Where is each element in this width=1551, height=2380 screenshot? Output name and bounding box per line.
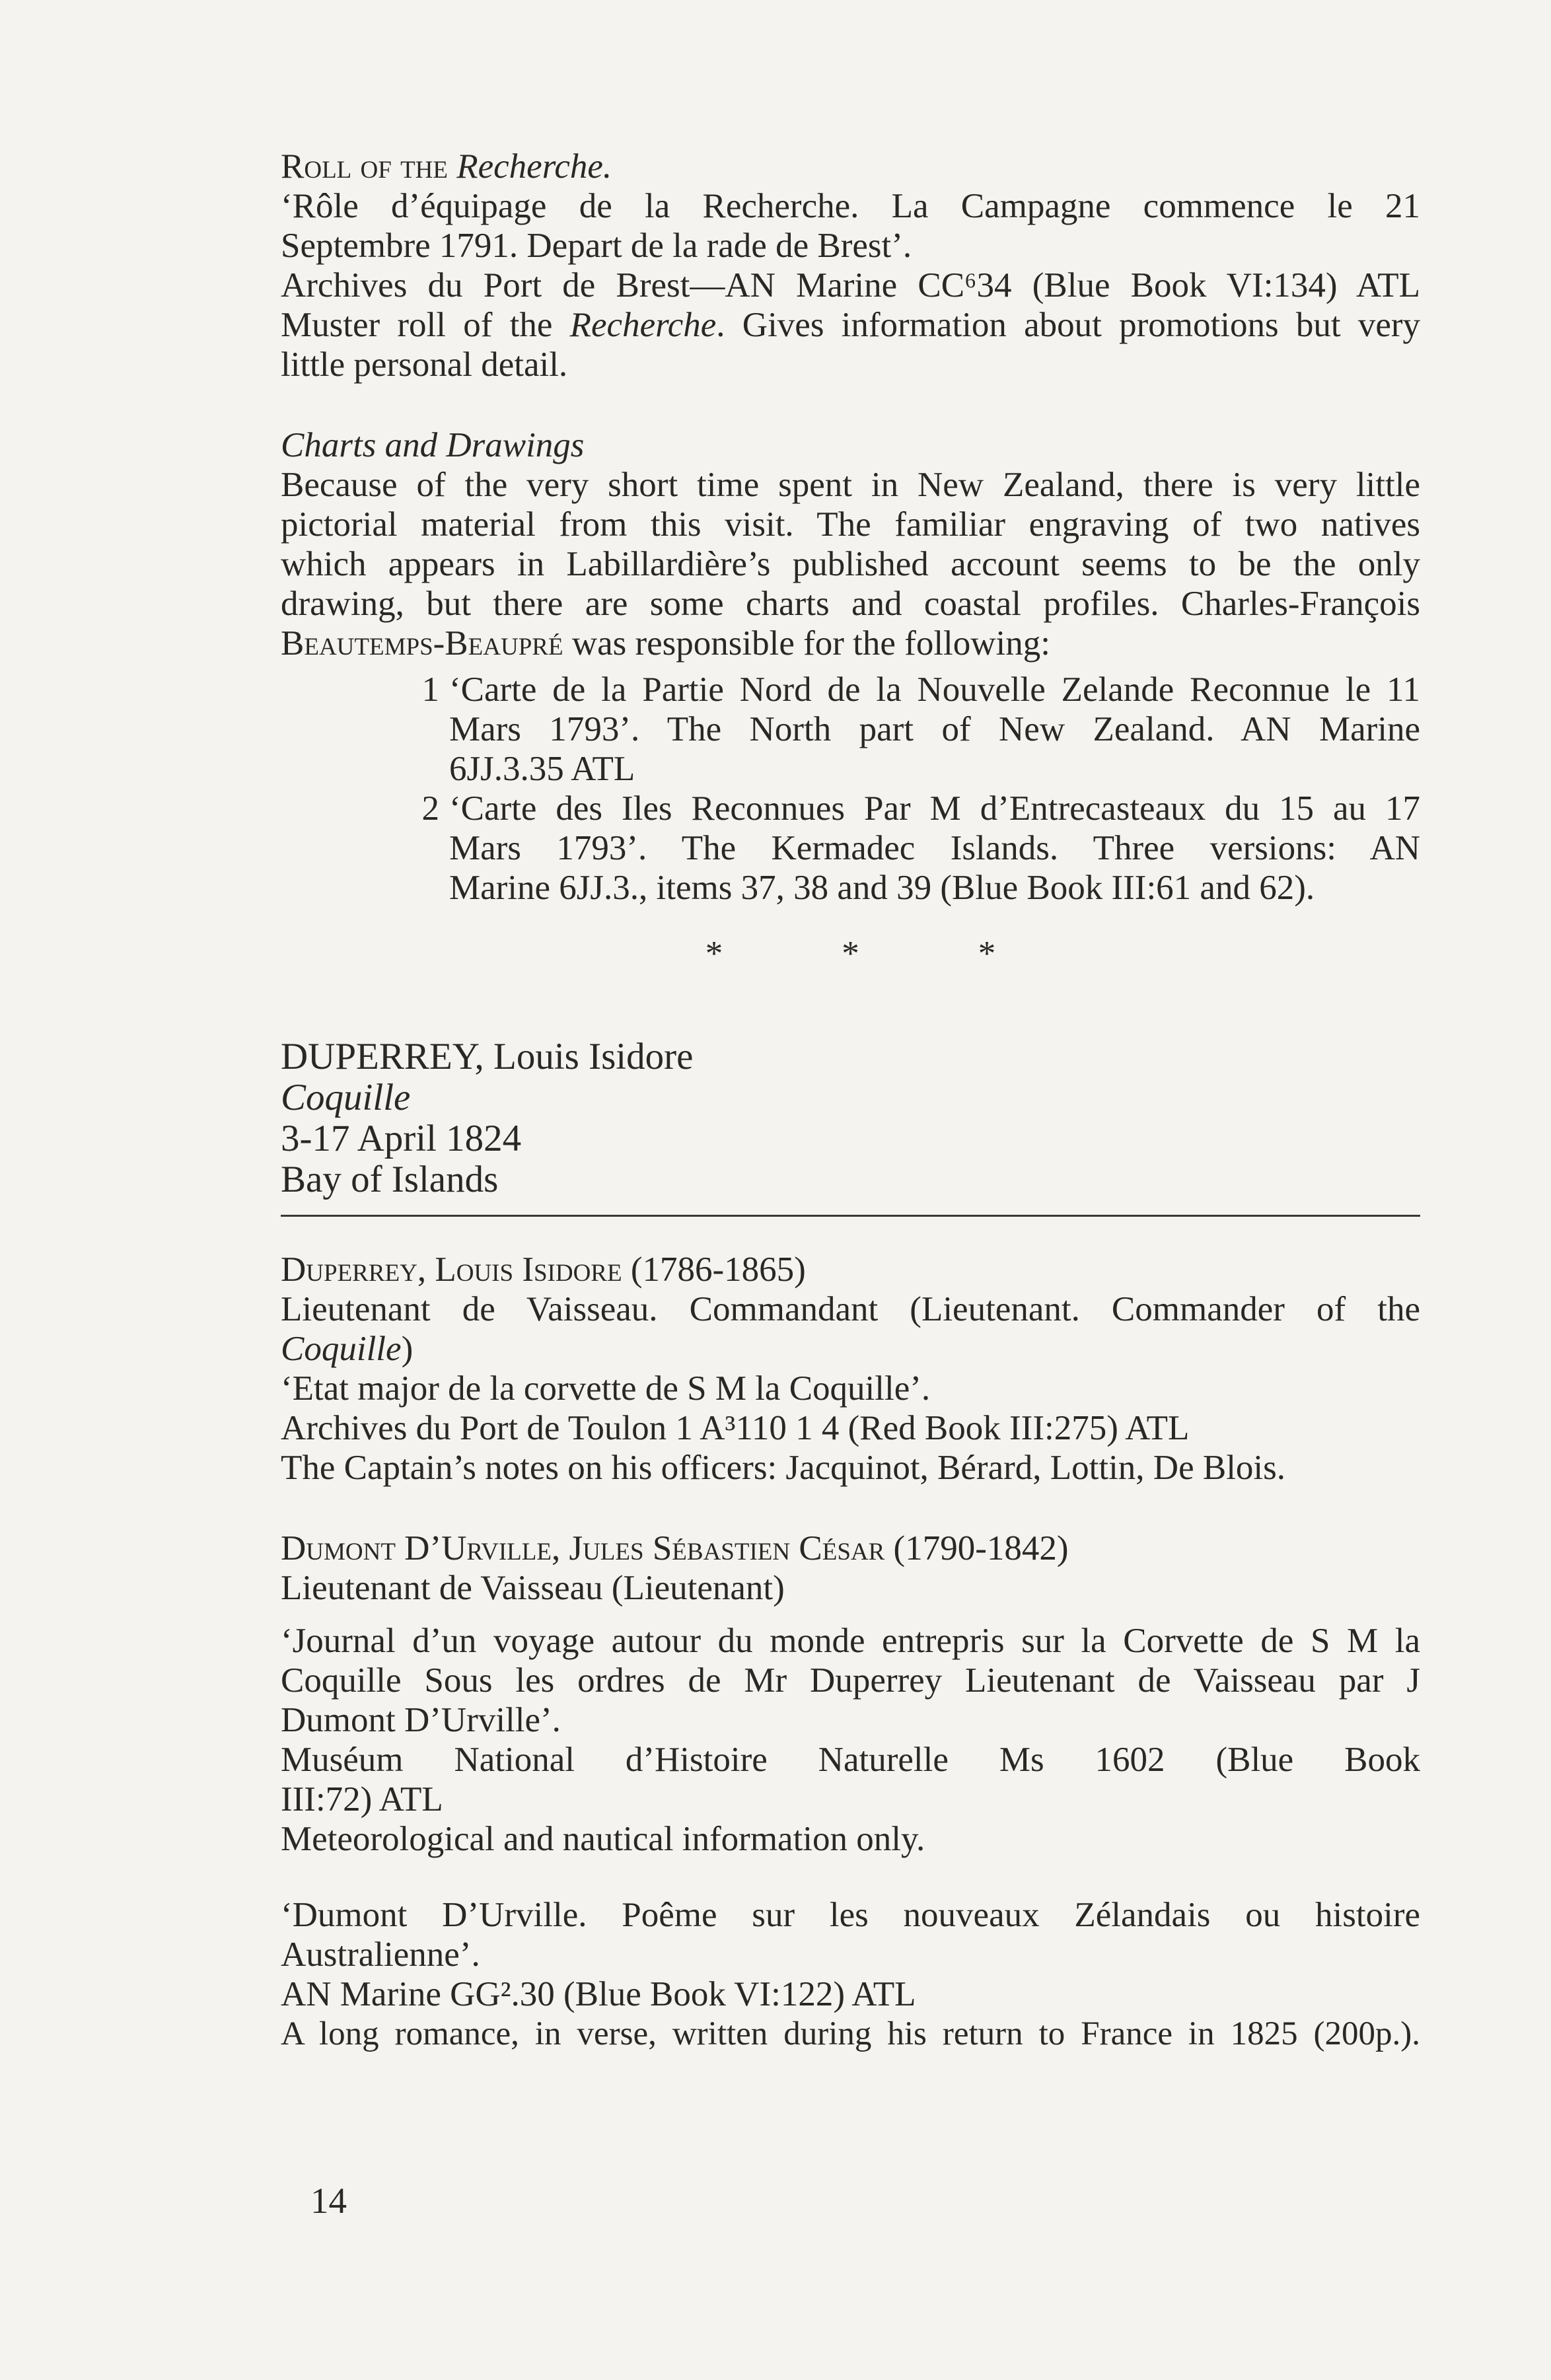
person-name: Duperrey, Louis Isidore (1786-1865)	[281, 1250, 806, 1289]
charts-para-line: Because of the very short time spent in New Zealand, there is very little	[281, 466, 1420, 504]
entry-line: ‘Journal d’un voyage autour du monde entrepris sur la Corvette de S M la	[281, 1622, 1420, 1660]
recherche-line: little personal detail.	[281, 345, 568, 384]
charts-para-line: drawing, but there are some charts and coastal profiles. Charles-François	[281, 585, 1420, 623]
entry-line: AN Marine GG².30 (Blue Book VI:122) ATL	[281, 1975, 916, 2013]
entry-line: ‘Dumont D’Urville. Poême sur les nouveaux Zélandais ou histoire	[281, 1896, 1420, 1934]
person-rank: Lieutenant de Vaisseau (Lieutenant)	[281, 1569, 785, 1607]
expedition-ship: Coquille	[281, 1077, 411, 1118]
charts-author-line: Beautemps-Beaupré was responsible for the following:	[281, 624, 1051, 663]
entry-line: Coquille Sous les ordres de Mr Duperrey Lieutenant de Vaisseau par J	[281, 1661, 1420, 1700]
expedition-dates: 3-17 April 1824	[281, 1118, 522, 1159]
entry-line: III:72) ATL	[281, 1780, 443, 1819]
entry-line: Dumont D’Urville’.	[281, 1701, 561, 1739]
recherche-line: ‘Rôle d’équipage de la Recherche. La Campagne commence le 21	[281, 187, 1420, 225]
expedition-name: DUPERREY, Louis Isidore	[281, 1036, 694, 1077]
page-number: 14	[310, 2181, 347, 2221]
text-column	[281, 147, 1420, 2054]
entry-line: Australienne’.	[281, 1935, 480, 1974]
person-name: Dumont D’Urville, Jules Sébastien César (1790-1842)	[281, 1529, 1069, 1568]
entry-line: Muséum National d’Histoire Naturelle Ms 1602 (Blue Book	[281, 1741, 1420, 1779]
list-item: 1 ‘Carte de la Partie Nord de la Nouvelle Zelande Reconnue le 11 Mars 1793’. The North part of New Zealand. AN Marine 6JJ.3.35 ATL	[281, 670, 1420, 789]
section-separator: * * *	[705, 935, 996, 973]
list-number: 2	[421, 789, 439, 828]
section-heading: Charts and Drawings	[281, 426, 585, 464]
person-rank: Lieutenant de Vaisseau. Commandant (Lieutenant. Commander of the	[281, 1290, 1420, 1328]
expedition-place: Bay of Islands	[281, 1159, 499, 1200]
entry-line: ‘Etat major de la corvette de S M la Coquille’.	[281, 1369, 931, 1408]
charts-para-line: which appears in Labillardière’s published account seems to be the only	[281, 545, 1420, 583]
recherche-title: Roll of the Recherche.	[281, 147, 612, 186]
entry-line: Meteorological and nautical information only.	[281, 1820, 925, 1858]
person-rank-ship: Coquille)	[281, 1330, 414, 1368]
list-number: 1	[421, 670, 439, 709]
charts-para-line: pictorial material from this visit. The familiar engraving of two natives	[281, 505, 1420, 544]
entry-line: Archives du Port de Toulon 1 A³110 1 4 (Red Book III:275) ATL	[281, 1409, 1190, 1447]
recherche-muster: Muster roll of the Recherche. Gives information about promotions but very	[281, 306, 1420, 344]
recherche-line: Septembre 1791. Depart de la rade de Brest’.	[281, 227, 912, 265]
list-item: 2 ‘Carte des Iles Reconnues Par M d’Entrecasteaux du 15 au 17 Mars 1793’. The Kermadec Islands. Three versions: AN Marine 6JJ.3., items 37, 38 and 39 (Blue Book III:61 and 62).	[281, 789, 1420, 908]
recherche-line: Archives du Port de Brest—AN Marine CC⁶34 (Blue Book VI:134) ATL	[281, 266, 1420, 305]
entry-line: A long romance, in verse, written during his return to France in 1825 (200p.).	[281, 2015, 1420, 2052]
entry-line: The Captain’s notes on his officers: Jacquinot, Bérard, Lottin, De Blois.	[281, 1449, 1286, 1487]
